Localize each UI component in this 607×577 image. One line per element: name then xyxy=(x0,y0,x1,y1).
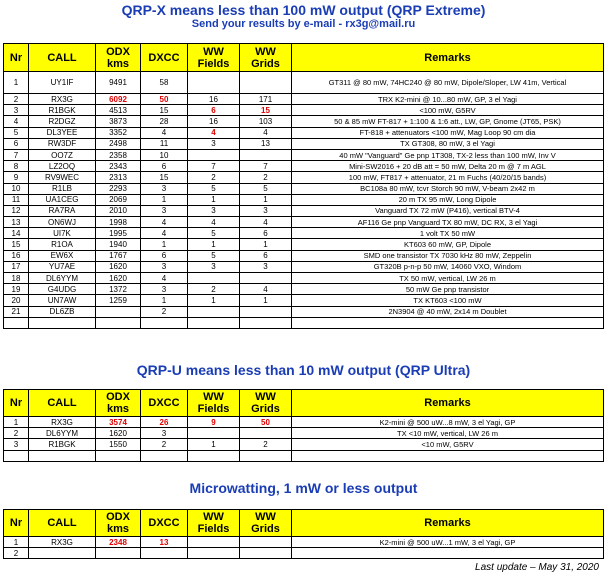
cell-remarks: 40 mW "Vanguard" Ge pnp 1T308, TX-2 less than 100 mW, Inv V xyxy=(292,149,604,160)
qrpu-title: QRP-U means less than 10 mW output (QRP Ultra) xyxy=(136,362,471,378)
header-call: CALL xyxy=(29,44,96,72)
cell-remarks: K2-mini @ 500 uW...1 mW, 3 el Yagi, GP xyxy=(292,537,604,548)
cell-nr: 9 xyxy=(4,172,29,183)
cell-odx: 1620 xyxy=(96,428,141,439)
cell-dxcc: 13 xyxy=(141,537,188,548)
cell-dxcc: 3 xyxy=(141,183,188,194)
cell-fields: 3 xyxy=(188,261,240,272)
cell-dxcc xyxy=(141,450,188,461)
cell-grids xyxy=(240,537,292,548)
header-row xyxy=(4,510,604,537)
cell-odx: 1995 xyxy=(96,228,141,239)
cell-dxcc: 3 xyxy=(141,284,188,295)
header-grids: WW Grids xyxy=(240,390,292,417)
cell-call: RW3DF xyxy=(29,138,96,149)
table-row xyxy=(4,127,604,138)
cell-nr: 3 xyxy=(4,105,29,116)
cell-grids: 3 xyxy=(240,261,292,272)
cell-call: LZ2OQ xyxy=(29,161,96,172)
cell-remarks: TX KT603 <100 mW xyxy=(292,295,604,306)
cell-grids xyxy=(240,72,292,94)
cell-dxcc: 4 xyxy=(141,273,188,284)
cell-call: UI7K xyxy=(29,228,96,239)
cell-fields xyxy=(188,450,240,461)
cell-nr: 13 xyxy=(4,217,29,228)
cell-fields: 1 xyxy=(188,295,240,306)
table-row xyxy=(4,317,604,328)
cell-grids xyxy=(240,548,292,559)
cell-nr: 17 xyxy=(4,261,29,272)
cell-nr: 1 xyxy=(4,537,29,548)
cell-dxcc: 58 xyxy=(141,72,188,94)
cell-call: RV9WEC xyxy=(29,172,96,183)
cell-nr: 18 xyxy=(4,273,29,284)
cell-dxcc xyxy=(141,548,188,559)
cell-fields: 5 xyxy=(188,183,240,194)
cell-odx: 2313 xyxy=(96,172,141,183)
header-call: CALL xyxy=(29,390,96,417)
cell-fields xyxy=(188,537,240,548)
cell-fields: 2 xyxy=(188,172,240,183)
cell-grids: 4 xyxy=(240,127,292,138)
cell-dxcc: 4 xyxy=(141,127,188,138)
table-row xyxy=(4,250,604,261)
cell-grids: 2 xyxy=(240,172,292,183)
cell-call: YU7AE xyxy=(29,261,96,272)
table-row xyxy=(4,239,604,250)
cell-fields xyxy=(188,273,240,284)
table-row xyxy=(4,428,604,439)
cell-fields: 5 xyxy=(188,250,240,261)
cell-grids: 1 xyxy=(240,239,292,250)
cell-grids xyxy=(240,306,292,317)
header-nr: Nr xyxy=(4,510,29,537)
table-row xyxy=(4,138,604,149)
cell-call xyxy=(29,548,96,559)
cell-grids: 1 xyxy=(240,295,292,306)
table-row xyxy=(4,439,604,450)
cell-call: DL6YYM xyxy=(29,428,96,439)
cell-grids: 6 xyxy=(240,228,292,239)
cell-grids: 1 xyxy=(240,194,292,205)
cell-fields: 1 xyxy=(188,439,240,450)
header-row xyxy=(4,390,604,417)
qrpu-table xyxy=(3,389,604,462)
cell-grids: 2 xyxy=(240,439,292,450)
header-remarks: Remarks xyxy=(292,390,604,417)
cell-nr: 2 xyxy=(4,548,29,559)
cell-grids: 171 xyxy=(240,94,292,105)
qrpx-title: QRP-X means less than 100 mW output (QRP Extreme) xyxy=(121,2,486,18)
cell-grids: 7 xyxy=(240,161,292,172)
cell-dxcc: 15 xyxy=(141,105,188,116)
cell-odx: 3873 xyxy=(96,116,141,127)
cell-fields xyxy=(188,149,240,160)
cell-odx: 1940 xyxy=(96,239,141,250)
cell-nr: 10 xyxy=(4,183,29,194)
header-dxcc: DXCC xyxy=(141,44,188,72)
micro-table xyxy=(3,509,604,559)
cell-remarks: <10 mW, G5RV xyxy=(292,439,604,450)
table-row xyxy=(4,548,604,559)
table-row xyxy=(4,217,604,228)
cell-dxcc: 6 xyxy=(141,250,188,261)
cell-remarks: TRX K2-mini @ 10...80 mW, GP, 3 el Yagi xyxy=(292,94,604,105)
cell-remarks: SMD one transistor TX 7030 kHz 80 mW, Zeppelin xyxy=(292,250,604,261)
cell-remarks: 50 mW Ge pnp transistor xyxy=(292,284,604,295)
cell-call xyxy=(29,450,96,461)
cell-call: ON6WJ xyxy=(29,217,96,228)
cell-odx: 6092 xyxy=(96,94,141,105)
table-row xyxy=(4,273,604,284)
cell-dxcc: 1 xyxy=(141,295,188,306)
cell-nr: 14 xyxy=(4,228,29,239)
cell-fields: 3 xyxy=(188,138,240,149)
cell-nr: 1 xyxy=(4,72,29,94)
cell-dxcc: 1 xyxy=(141,239,188,250)
cell-grids: 4 xyxy=(240,284,292,295)
cell-remarks: AF116 Ge pnp Vanguard TX 80 mW, DC RX, 3 el Yagi xyxy=(292,217,604,228)
header-row xyxy=(4,44,604,72)
cell-nr: 1 xyxy=(4,417,29,428)
table-row xyxy=(4,228,604,239)
cell-dxcc: 4 xyxy=(141,228,188,239)
cell-grids xyxy=(240,149,292,160)
cell-odx: 1259 xyxy=(96,295,141,306)
cell-fields: 2 xyxy=(188,284,240,295)
cell-odx: 1372 xyxy=(96,284,141,295)
cell-odx: 2358 xyxy=(96,149,141,160)
cell-fields: 4 xyxy=(188,127,240,138)
cell-fields xyxy=(188,317,240,328)
cell-odx: 1550 xyxy=(96,439,141,450)
table-row xyxy=(4,94,604,105)
header-call: CALL xyxy=(29,510,96,537)
header-odx: ODX kms xyxy=(96,510,141,537)
cell-call: RX3G xyxy=(29,417,96,428)
cell-fields xyxy=(188,306,240,317)
cell-remarks xyxy=(292,548,604,559)
table-row xyxy=(4,194,604,205)
qrpx-subtitle: Send your results by e-mail - rx3g@mail.ru xyxy=(191,18,416,30)
cell-dxcc: 28 xyxy=(141,116,188,127)
table-row xyxy=(4,161,604,172)
header-remarks: Remarks xyxy=(292,510,604,537)
cell-grids xyxy=(240,428,292,439)
cell-fields: 5 xyxy=(188,228,240,239)
cell-call: DL6YYM xyxy=(29,273,96,284)
cell-remarks xyxy=(292,317,604,328)
cell-dxcc: 15 xyxy=(141,172,188,183)
cell-call: UA1CEG xyxy=(29,194,96,205)
cell-remarks: 100 mW, FT817 + attenuator, 21 m Fuchs (40/20/15 bands) xyxy=(292,172,604,183)
cell-odx: 9491 xyxy=(96,72,141,94)
header-nr: Nr xyxy=(4,44,29,72)
cell-dxcc: 2 xyxy=(141,439,188,450)
cell-nr: 5 xyxy=(4,127,29,138)
cell-remarks xyxy=(292,450,604,461)
cell-dxcc: 50 xyxy=(141,94,188,105)
cell-nr: 8 xyxy=(4,161,29,172)
cell-dxcc xyxy=(141,317,188,328)
cell-fields: 1 xyxy=(188,239,240,250)
cell-remarks: KT603 60 mW, GP, Dipole xyxy=(292,239,604,250)
cell-dxcc: 3 xyxy=(141,205,188,216)
cell-grids: 5 xyxy=(240,183,292,194)
cell-dxcc: 10 xyxy=(141,149,188,160)
cell-dxcc: 11 xyxy=(141,138,188,149)
table-row xyxy=(4,149,604,160)
cell-remarks: Mini-SW2016 + 20 dB att = 50 mW, Delta 20 m @ 7 m AGL xyxy=(292,161,604,172)
table-row xyxy=(4,295,604,306)
cell-fields: 7 xyxy=(188,161,240,172)
table-row xyxy=(4,450,604,461)
cell-dxcc: 6 xyxy=(141,161,188,172)
cell-remarks: 2N3904 @ 40 mW, 2x14 m Doublet xyxy=(292,306,604,317)
cell-odx: 3574 xyxy=(96,417,141,428)
header-fields: WW Fields xyxy=(188,390,240,417)
cell-grids: 4 xyxy=(240,217,292,228)
cell-nr: 15 xyxy=(4,239,29,250)
cell-grids: 50 xyxy=(240,417,292,428)
table-row xyxy=(4,172,604,183)
header-fields: WW Fields xyxy=(188,510,240,537)
table-row xyxy=(4,306,604,317)
cell-nr: 2 xyxy=(4,428,29,439)
cell-nr: 20 xyxy=(4,295,29,306)
header-dxcc: DXCC xyxy=(141,390,188,417)
cell-grids: 3 xyxy=(240,205,292,216)
cell-dxcc: 26 xyxy=(141,417,188,428)
cell-fields: 3 xyxy=(188,205,240,216)
cell-nr: 16 xyxy=(4,250,29,261)
cell-fields: 16 xyxy=(188,116,240,127)
header-grids: WW Grids xyxy=(240,44,292,72)
table-row xyxy=(4,261,604,272)
cell-nr: 7 xyxy=(4,149,29,160)
cell-odx: 4513 xyxy=(96,105,141,116)
cell-fields xyxy=(188,548,240,559)
cell-call: R1BGK xyxy=(29,105,96,116)
table-row xyxy=(4,72,604,94)
cell-grids xyxy=(240,450,292,461)
table-row xyxy=(4,205,604,216)
cell-call: DL3YEE xyxy=(29,127,96,138)
cell-grids: 103 xyxy=(240,116,292,127)
cell-grids: 15 xyxy=(240,105,292,116)
cell-call: RX3G xyxy=(29,94,96,105)
cell-odx: 2498 xyxy=(96,138,141,149)
cell-call: UY1IF xyxy=(29,72,96,94)
cell-nr: 6 xyxy=(4,138,29,149)
cell-nr xyxy=(4,317,29,328)
header-odx: ODX kms xyxy=(96,390,141,417)
cell-nr: 12 xyxy=(4,205,29,216)
micro-title: Microwatting, 1 mW or less output xyxy=(189,480,418,496)
header-remarks: Remarks xyxy=(292,44,604,72)
cell-odx xyxy=(96,450,141,461)
cell-odx: 1767 xyxy=(96,250,141,261)
cell-odx: 2010 xyxy=(96,205,141,216)
cell-remarks: GT320B p-n-p 50 mW, 14060 VXO, Windom xyxy=(292,261,604,272)
cell-call: R1BGK xyxy=(29,439,96,450)
cell-call: G4UDG xyxy=(29,284,96,295)
cell-call: OO7Z xyxy=(29,149,96,160)
header-fields: WW Fields xyxy=(188,44,240,72)
cell-nr xyxy=(4,450,29,461)
cell-odx xyxy=(96,317,141,328)
cell-remarks: 20 m TX 95 mW, Long Dipole xyxy=(292,194,604,205)
cell-odx: 1998 xyxy=(96,217,141,228)
cell-odx: 1620 xyxy=(96,261,141,272)
cell-dxcc: 2 xyxy=(141,306,188,317)
cell-dxcc: 3 xyxy=(141,428,188,439)
cell-odx xyxy=(96,548,141,559)
cell-dxcc: 1 xyxy=(141,194,188,205)
cell-odx: 2343 xyxy=(96,161,141,172)
cell-dxcc: 3 xyxy=(141,261,188,272)
cell-odx: 2069 xyxy=(96,194,141,205)
cell-remarks: GT311 @ 80 mW, 74HC240 @ 80 mW, Dipole/Sloper, LW 41m, Vertical xyxy=(292,72,604,94)
cell-fields: 4 xyxy=(188,217,240,228)
cell-call xyxy=(29,317,96,328)
cell-remarks: TX <10 mW, vertical, LW 26 m xyxy=(292,428,604,439)
cell-remarks: Vanguard TX 72 mW (P416), vertical BTV-4 xyxy=(292,205,604,216)
cell-nr: 3 xyxy=(4,439,29,450)
table-row xyxy=(4,537,604,548)
cell-odx: 2348 xyxy=(96,537,141,548)
cell-fields: 16 xyxy=(188,94,240,105)
cell-odx: 2293 xyxy=(96,183,141,194)
cell-grids xyxy=(240,317,292,328)
cell-call: R1LB xyxy=(29,183,96,194)
cell-grids: 6 xyxy=(240,250,292,261)
header-odx: ODX kms xyxy=(96,44,141,72)
header-grids: WW Grids xyxy=(240,510,292,537)
cell-remarks: TX GT308, 80 mW, 3 el Yagi xyxy=(292,138,604,149)
cell-fields: 6 xyxy=(188,105,240,116)
cell-remarks: BC108a 80 mW, tcvr Storch 90 mW, V-beam 2x42 m xyxy=(292,183,604,194)
cell-call: DL6ZB xyxy=(29,306,96,317)
header-dxcc: DXCC xyxy=(141,510,188,537)
cell-call: UN7AW xyxy=(29,295,96,306)
cell-remarks: <100 mW, G5RV xyxy=(292,105,604,116)
cell-remarks: 1 volt TX 50 mW xyxy=(292,228,604,239)
cell-fields: 9 xyxy=(188,417,240,428)
last-update: Last update – May 31, 2020 xyxy=(475,562,599,573)
cell-grids: 13 xyxy=(240,138,292,149)
cell-remarks: TX 50 mW, vertical, LW 26 m xyxy=(292,273,604,284)
cell-fields xyxy=(188,72,240,94)
cell-fields: 1 xyxy=(188,194,240,205)
cell-grids xyxy=(240,273,292,284)
qrpx-table xyxy=(3,43,604,329)
cell-remarks: FT-818 + attenuators <100 mW, Mag Loop 90 cm dia xyxy=(292,127,604,138)
cell-call: RA7RA xyxy=(29,205,96,216)
cell-nr: 2 xyxy=(4,94,29,105)
cell-odx: 3352 xyxy=(96,127,141,138)
cell-odx: 1620 xyxy=(96,273,141,284)
table-row xyxy=(4,417,604,428)
cell-nr: 4 xyxy=(4,116,29,127)
table-row xyxy=(4,105,604,116)
cell-call: EW6X xyxy=(29,250,96,261)
cell-nr: 21 xyxy=(4,306,29,317)
header-nr: Nr xyxy=(4,390,29,417)
table-row xyxy=(4,116,604,127)
table-row xyxy=(4,284,604,295)
cell-odx xyxy=(96,306,141,317)
cell-nr: 11 xyxy=(4,194,29,205)
cell-dxcc: 4 xyxy=(141,217,188,228)
cell-call: RX3G xyxy=(29,537,96,548)
cell-call: R2DGZ xyxy=(29,116,96,127)
cell-remarks: K2-mini @ 500 uW...8 mW, 3 el Yagi, GP xyxy=(292,417,604,428)
cell-remarks: 50 & 85 mW FT-817 + 1:100 & 1:6 att., LW, GP, Gnome (JT65, PSK) xyxy=(292,116,604,127)
cell-fields xyxy=(188,428,240,439)
table-row xyxy=(4,183,604,194)
cell-call: R1OA xyxy=(29,239,96,250)
cell-nr: 19 xyxy=(4,284,29,295)
